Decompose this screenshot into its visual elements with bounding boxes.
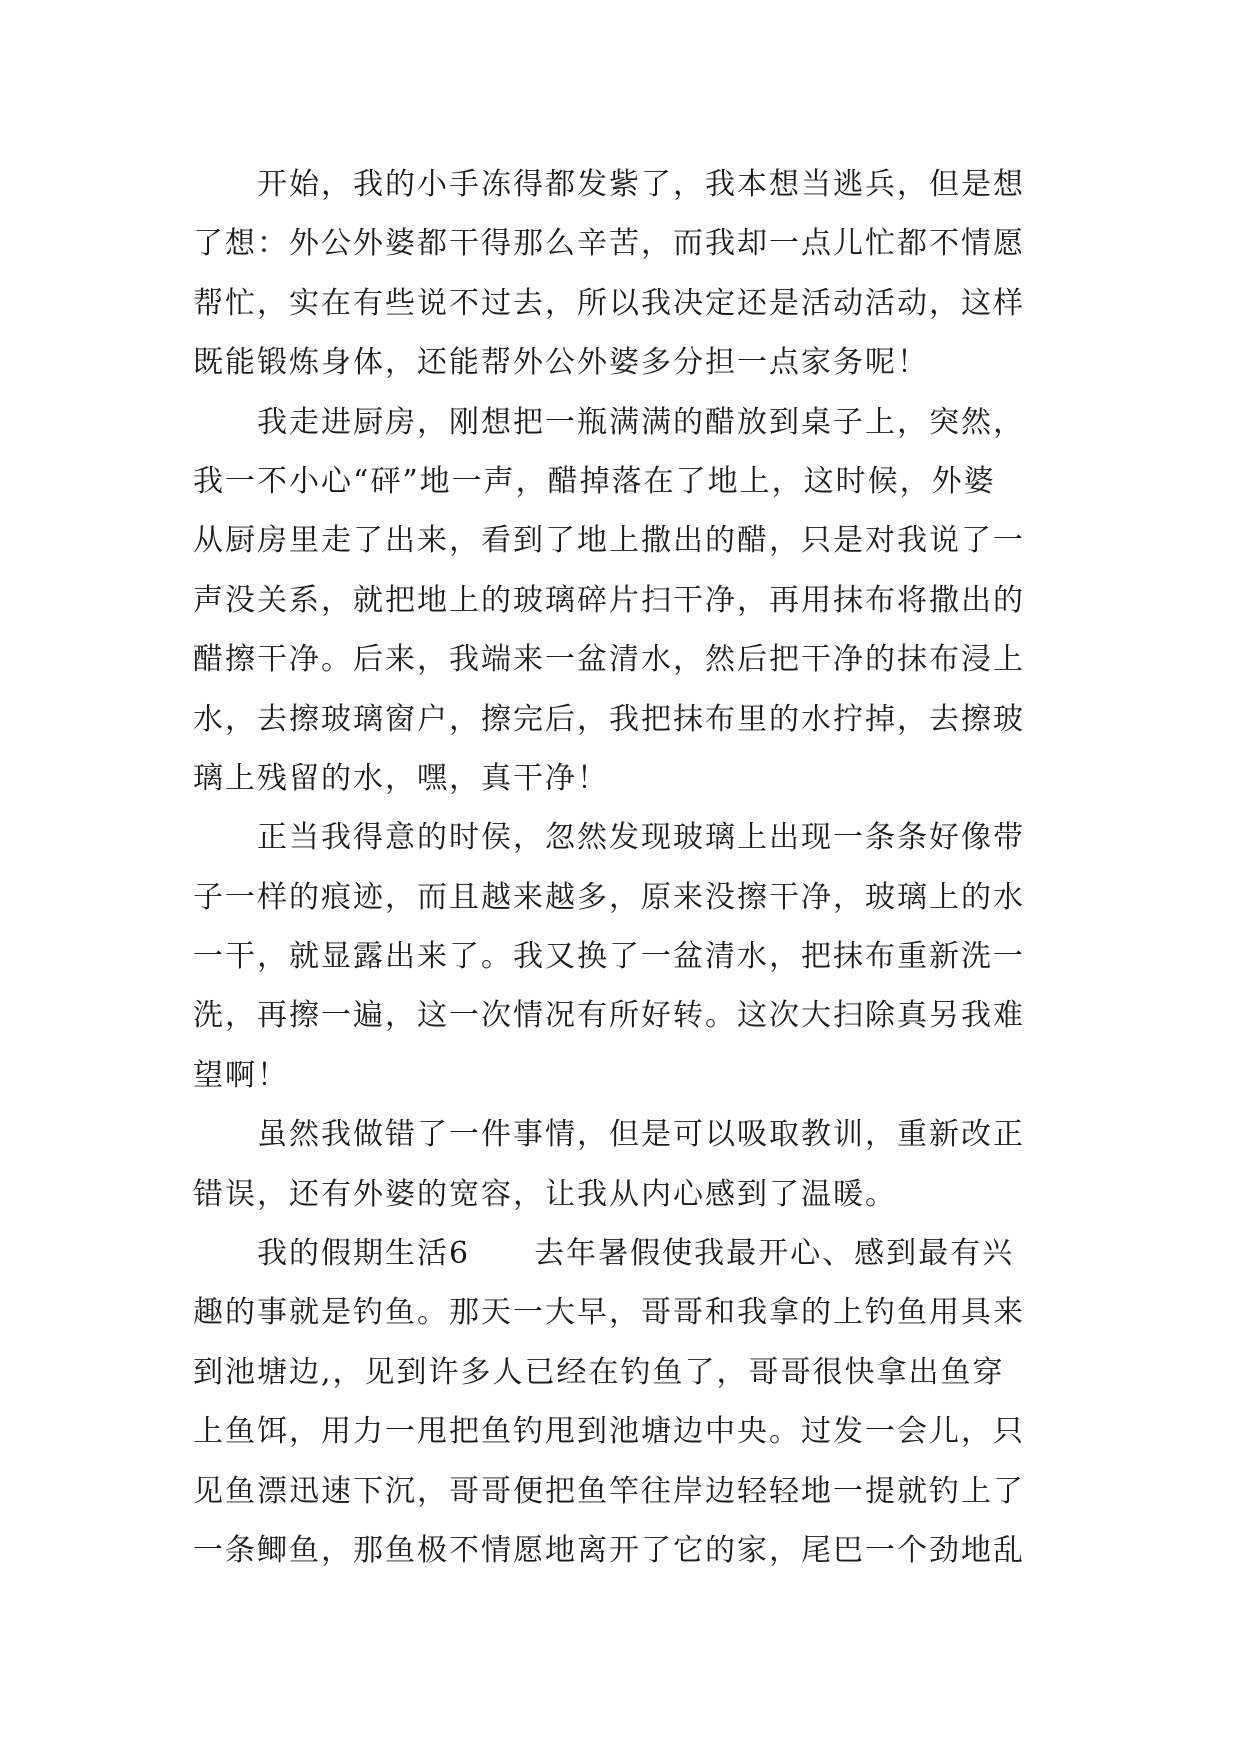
text-line: 上鱼饵，用力一甩把鱼钓甩到池塘边中央。过发一会儿，只 <box>193 1414 1025 1450</box>
text-line: 子一样的痕迹，而且越来越多，原来没擦干净，玻璃上的水 <box>193 879 1025 915</box>
text-line: 正当我得意的时侯，忽然发现玻璃上出现一条条好像带 <box>257 820 1025 856</box>
text-line: 水，去擦玻璃窗户，擦完后，我把抹布里的水拧掉，去擦玻 <box>193 701 1025 737</box>
text-line: 洗，再擦一遍，这一次情况有所好转。这次大扫除真另我难 <box>193 998 1025 1034</box>
text-line: 既能锻炼身体，还能帮外公外婆多分担一点家务呢！ <box>193 345 929 381</box>
text-line: 到池塘边,，见到许多人已经在钓鱼了，哥哥很快拿出鱼穿 <box>193 1354 1005 1390</box>
text-line: 声没关系，就把地上的玻璃碎片扫干净，再用抹布将撒出的 <box>193 582 1025 618</box>
text-line: 一条鲫鱼，那鱼极不情愿地离开了它的家，尾巴一个劲地乱 <box>193 1532 1025 1568</box>
text-line: 望啊！ <box>193 1057 289 1093</box>
text-line: 从厨房里走了出来，看到了地上撒出的醋，只是对我说了一 <box>193 523 1025 559</box>
text-line: 醋擦干净。后来，我端来一盆清水，然后把干净的抹布浸上 <box>193 642 1025 678</box>
text-line: 开始，我的小手冻得都发紫了，我本想当逃兵，但是想 <box>257 167 1025 202</box>
text-line: 趣的事就是钓鱼。那天一大早，哥哥和我拿的上钓鱼用具来 <box>193 1295 1025 1331</box>
text-line: 见鱼漂迅速下沉，哥哥便把鱼竿往岸边轻轻地一提就钓上了 <box>193 1473 1025 1509</box>
text-line: 错误，还有外婆的宽容，让我从内心感到了温暖。 <box>193 1176 897 1212</box>
body-text <box>193 155 1053 1580</box>
text-line: 我一不小心“砰”地一声，醋掉落在了地上，这时候，外婆 <box>193 463 996 499</box>
text-line: 帮忙，实在有些说不过去，所以我决定还是活动活动，这样 <box>193 285 1025 321</box>
text-line: 一干，就显露出来了。我又换了一盆清水，把抹布重新洗一 <box>193 939 1025 975</box>
text-line: 我的假期生活6 去年暑假使我最开心、感到最有兴 <box>257 1236 1015 1272</box>
text-line: 虽然我做错了一件事情，但是可以吸取教训，重新改正 <box>257 1117 1025 1153</box>
text-line: 我走进厨房，刚想把一瓶满满的醋放到桌子上，突然， <box>257 404 1025 440</box>
text-line: 了想：外公外婆都干得那么辛苦，而我却一点儿忙都不情愿 <box>193 226 1025 262</box>
text-line: 璃上残留的水，嘿，真干净！ <box>193 760 609 796</box>
